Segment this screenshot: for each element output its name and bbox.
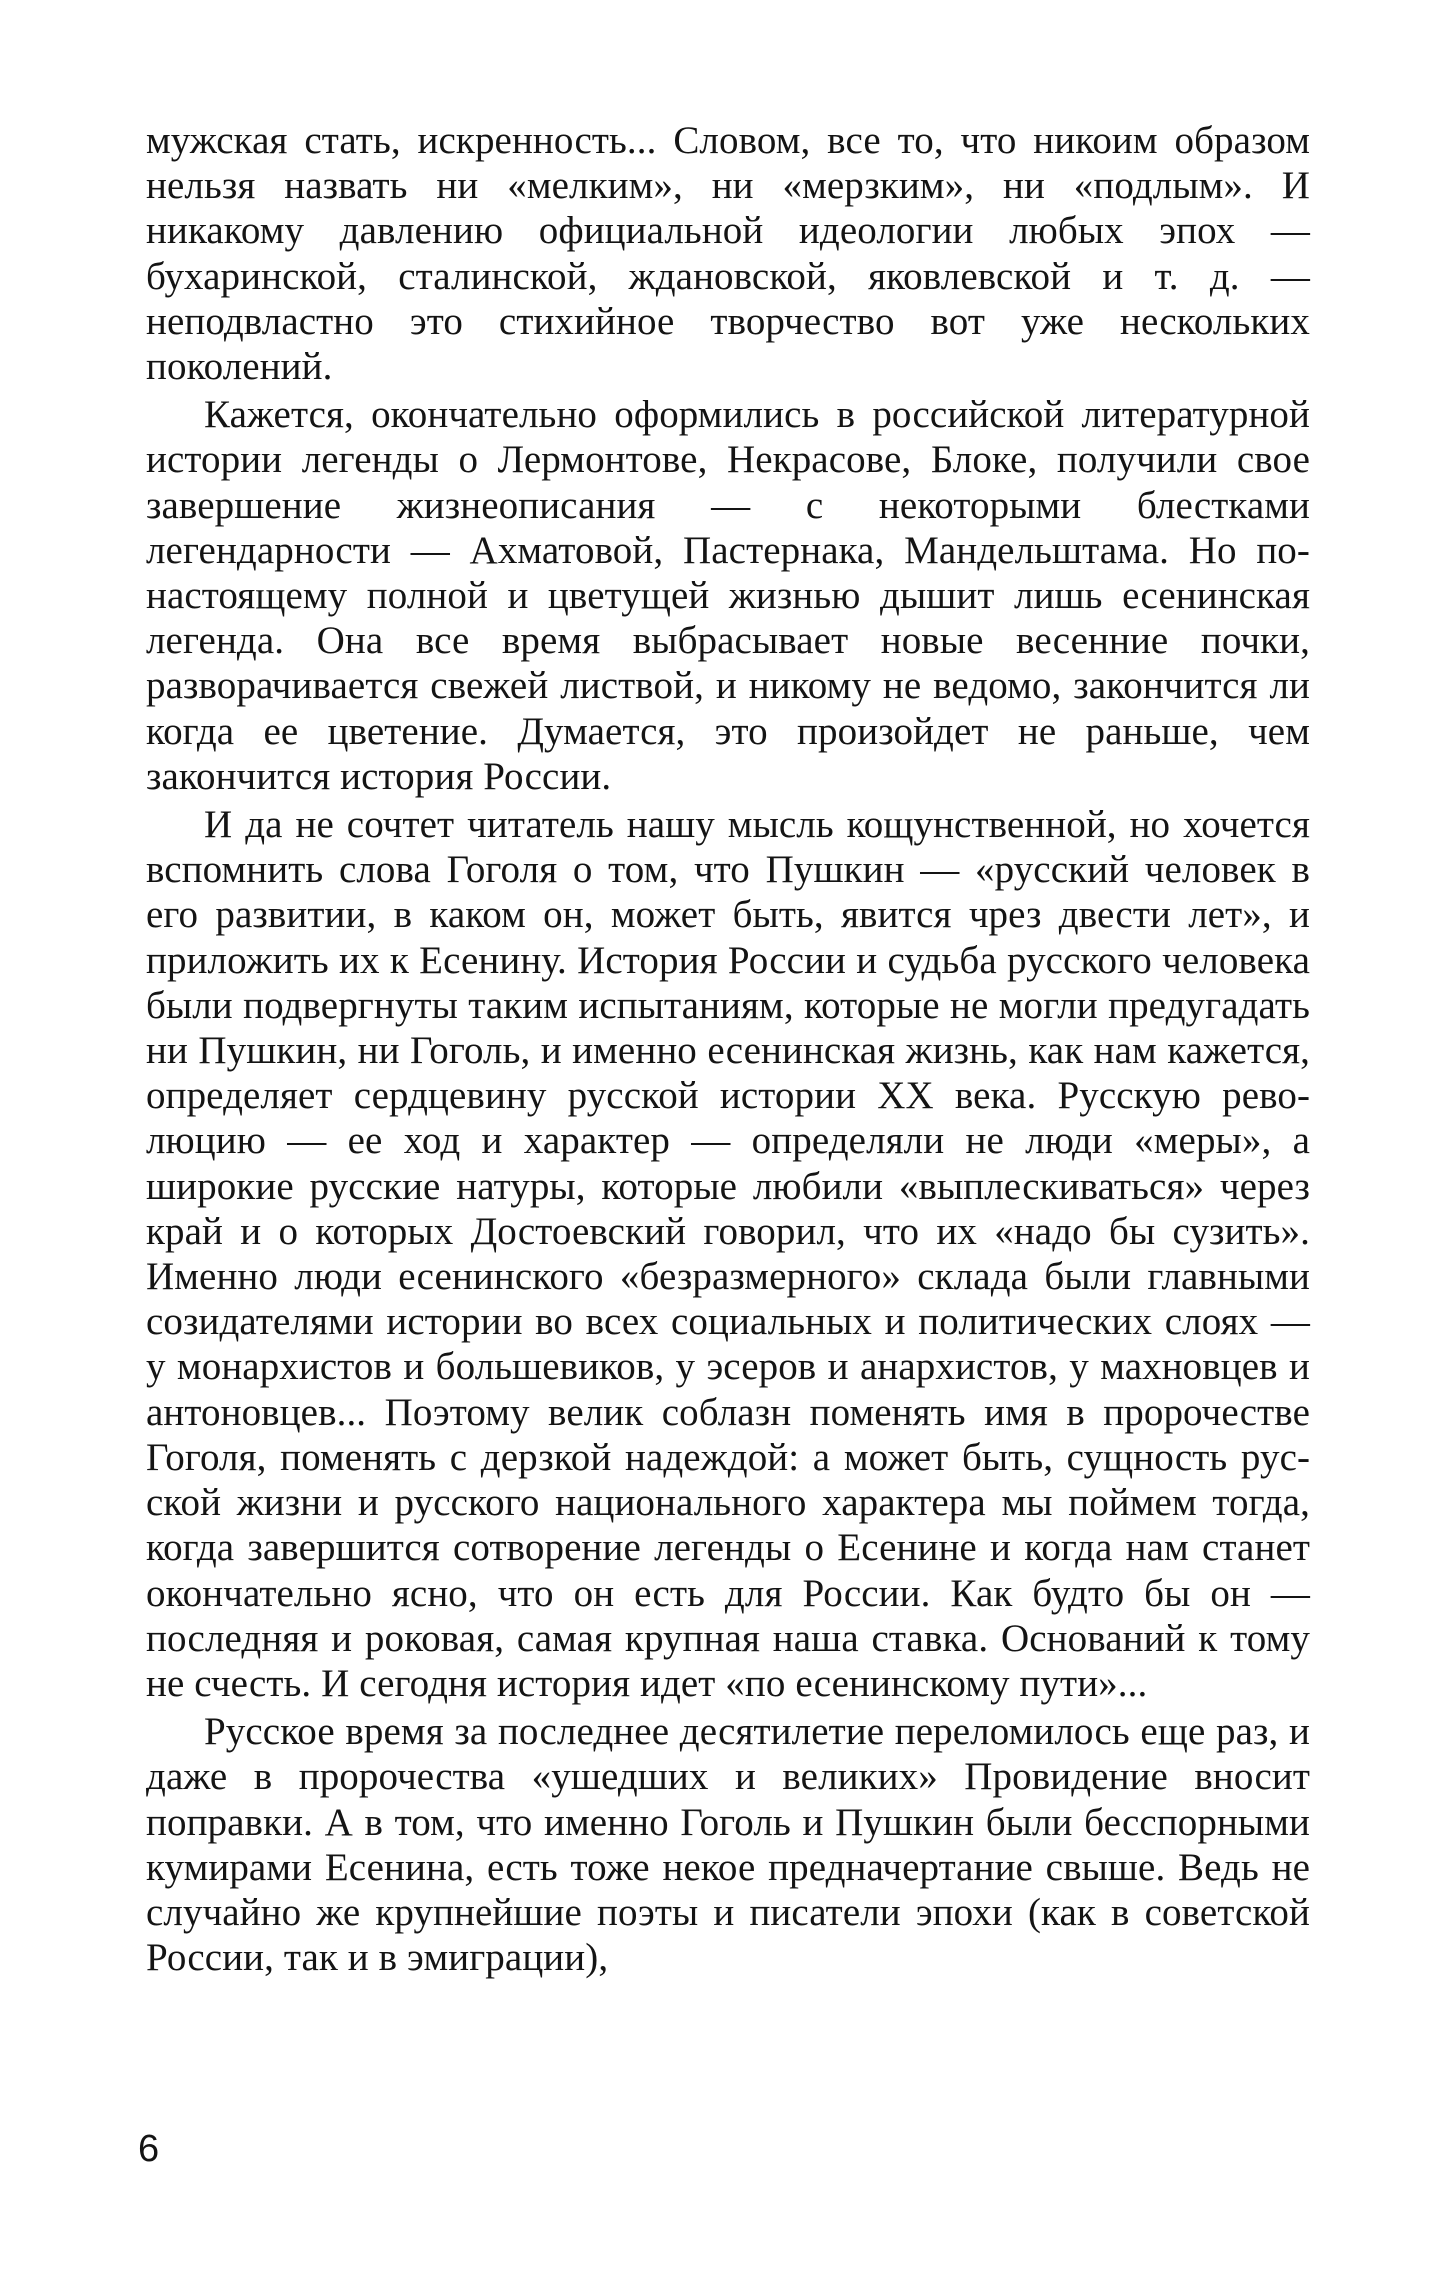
paragraph-1: мужская стать, искренность... Словом, все то, что никоим образом нельзя назвать ни «мелким», ни «мерзким», ни «подлым». И никакому давлению официальной идеологии любых эпох — бухаринской, сталинской, ждановской, яковлевской и т. д. — неподвластно это стихийное творчество вот уже нескольких поколений. xyxy=(146,119,1310,389)
paragraph-2: Кажется, окончательно оформились в российской литературной истории легенды о Лермонтове, Некрасове, Блоке, получили свое завершение жизнеописания — с некоторыми блестками легендарности — Ахматовой, Пастернака, Мандельштама. Но по-настоящему полной и цветущей жизнью дышит лишь есенинская легенда. Она все время выбрасывает новые весенние почки, разворачивается свежей листвой, и никому не ведомо, закончится ли когда ее цветение. Думается, это произойдет не раньше, чем закончится история России. xyxy=(146,393,1310,798)
paragraph-3: И да не сочтет читатель нашу мысль кощунственной, но хочется вспомнить слова Гоголя о том, что Пушкин — «русский человек в его развитии, в каком он, может быть, явится чрез двести лет», и приложить их к Есенину. История России и судьба русского человека были подвергнуты таким испытаниям, которые не могли предугадать ни Пушкин, ни Гоголь, и именно есенинская жизнь, как нам кажется, определяет сердцевину русской истории XX века. Русскую революцию — ее ход и характер — определяли не люди «меры», а широкие русские натуры, которые любили «выплескиваться» через край и о которых Достоевский говорил, что их «надо бы сузить». Именно люди есенинского «безразмерного» склада были главными созидателями истории во всех социальных и политических слоях — у монархистов и большевиков, у эсеров и анархистов, у махновцев и антоновцев... Поэтому велик соблазн поменять имя в пророчестве Гоголя, поменять с дерзкой надеждой: а может быть, сущность русской жизни и русского национального характера мы поймем тогда, когда завершится сотворение легенды о Есенине и когда нам станет окончательно ясно, что он есть для России. Как будто бы он — последняя и роковая, самая крупная наша ставка. Оснований к тому не счесть. И сегодня история идет «по есенинскому пути»... xyxy=(146,803,1310,1705)
page-body xyxy=(146,118,1310,1980)
paragraph-4: Русское время за последнее десятилетие переломилось еще раз, и даже в пророчества «ушедших и великих» Провидение вносит поправки. А в том, что именно Гоголь и Пушкин были бесспорными кумирами Есенина, есть тоже некое предначертание свыше. Ведь не случайно же крупнейшие поэты и писатели эпохи (как в советской России, так и в эмиграции), xyxy=(146,1710,1310,1980)
page-number: 6 xyxy=(138,2128,160,2170)
